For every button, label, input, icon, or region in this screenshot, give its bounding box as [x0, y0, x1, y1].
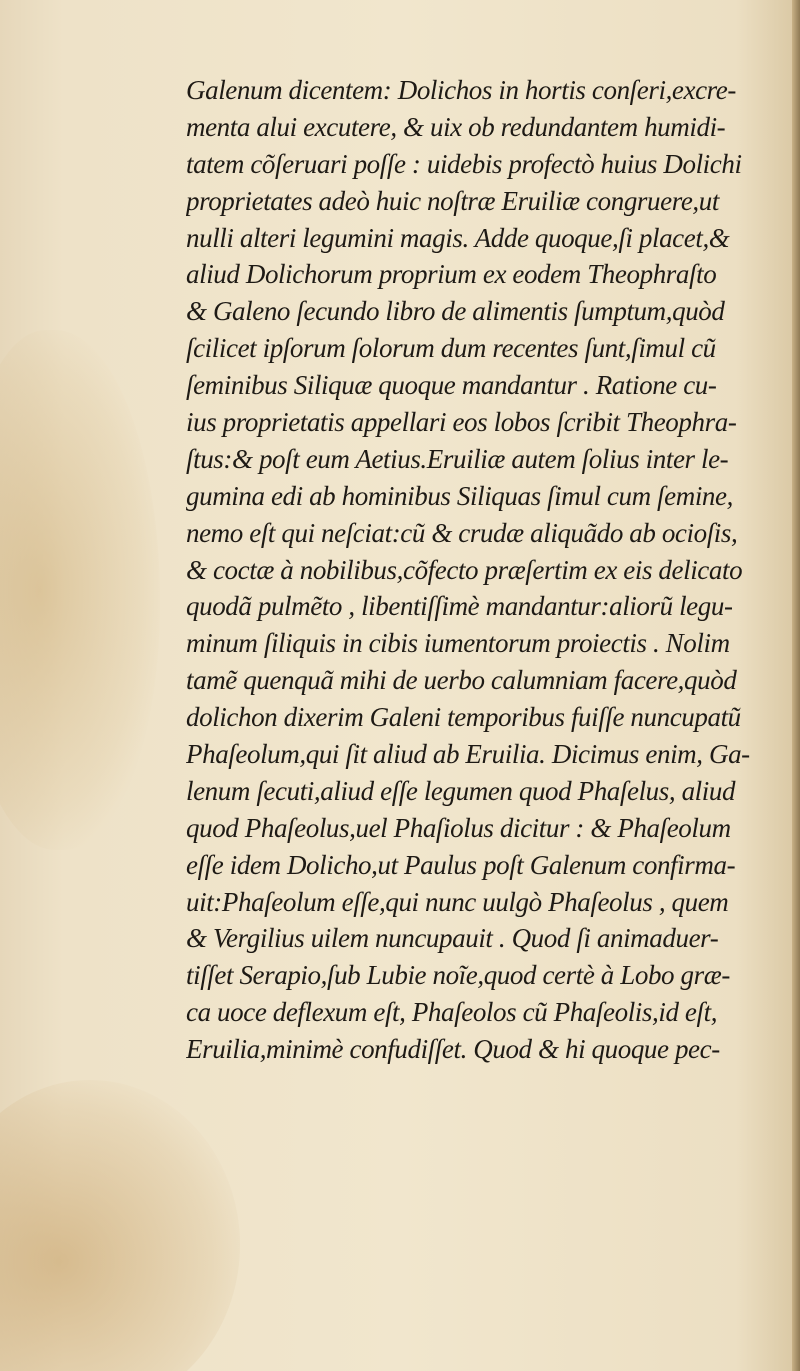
text-line: aliud Dolichorum proprium ex eodem Theophraſto	[186, 259, 717, 290]
text-line: Phaſeolum,qui ſit aliud ab Eruilia. Dicimus enim, Ga-	[186, 739, 750, 770]
text-line: ſeminibus Siliquæ quoque mandantur . Ratione cu-	[186, 370, 717, 401]
text-line: lenum ſecuti,aliud eſſe legumen quod Phaſelus, aliud	[186, 775, 736, 806]
page-gutter-edge	[792, 0, 800, 1371]
text-line: tamẽ quenquã mihi de uerbo calumniam facere,quòd	[186, 665, 737, 696]
text-line: & Vergilius uilem nuncupauit . Quod ſi animaduer-	[186, 923, 719, 954]
text-line: & Galeno ſecundo libro de alimentis ſumptum,quòd	[186, 296, 725, 327]
text-line: eſſe idem Dolicho,ut Paulus poſt Galenum confirma-	[186, 849, 736, 880]
text-line: dolichon dixerim Galeni temporibus fuiſſe nuncupatũ	[186, 702, 741, 733]
text-line: & coctæ à nobilibus,cõfecto præſertim ex eis delicato	[186, 554, 743, 585]
text-line: minum ſiliquis in cibis iumentorum proiectis . Nolim	[186, 628, 730, 659]
text-line: quod Phaſeolus,uel Phaſiolus dicitur : & Phaſeolum	[186, 812, 731, 843]
text-line: Galenum dicentem: Dolichos in hortis conſeri,excre-	[186, 75, 736, 105]
text-line: ius proprietatis appellari eos lobos ſcribit Theophra-	[186, 407, 737, 438]
text-line: gumina edi ab hominibus Siliquas ſimul cum ſemine,	[186, 480, 733, 511]
text-line: nemo eſt qui neſciat:cũ & crudæ aliquãdo ab ocioſis,	[186, 517, 738, 548]
text-line: quodã pulmẽto , libentiſſimè mandantur:aliorũ legu-	[186, 591, 733, 622]
water-stain-lower	[0, 1080, 240, 1371]
text-line: ſtus:& poſt eum Aetius.Eruiliæ autem ſolius inter le-	[186, 443, 729, 474]
text-line: menta alui excutere, & uix ob redundantem humidi-	[186, 111, 726, 142]
text-line: ſcilicet ipſorum ſolorum dum recentes ſunt,ſimul cũ	[186, 333, 716, 364]
text-line: proprietates adeò huic noſtræ Eruiliæ congruere,ut	[186, 185, 719, 216]
text-line: tatem cõſeruari poſſe : uidebis profectò huius Dolichi	[186, 148, 742, 179]
water-stain-upper	[0, 330, 160, 850]
text-line: ca uoce deflexum eſt, Phaſeolos cũ Phaſeolis,id eſt,	[186, 997, 718, 1028]
text-line: uit:Phaſeolum eſſe,qui nunc uulgò Phaſeolus , quem	[186, 886, 729, 917]
text-line: nulli alteri legumini magis. Adde quoque,ſi placet,&	[186, 222, 730, 253]
body-text	[186, 72, 776, 1068]
text-line: Eruilia,minimè confudiſſet. Quod & hi quoque pec-	[186, 1034, 720, 1065]
text-line: tiſſet Serapio,ſub Lubie noĩe,quod certè à Lobo græ-	[186, 960, 730, 991]
